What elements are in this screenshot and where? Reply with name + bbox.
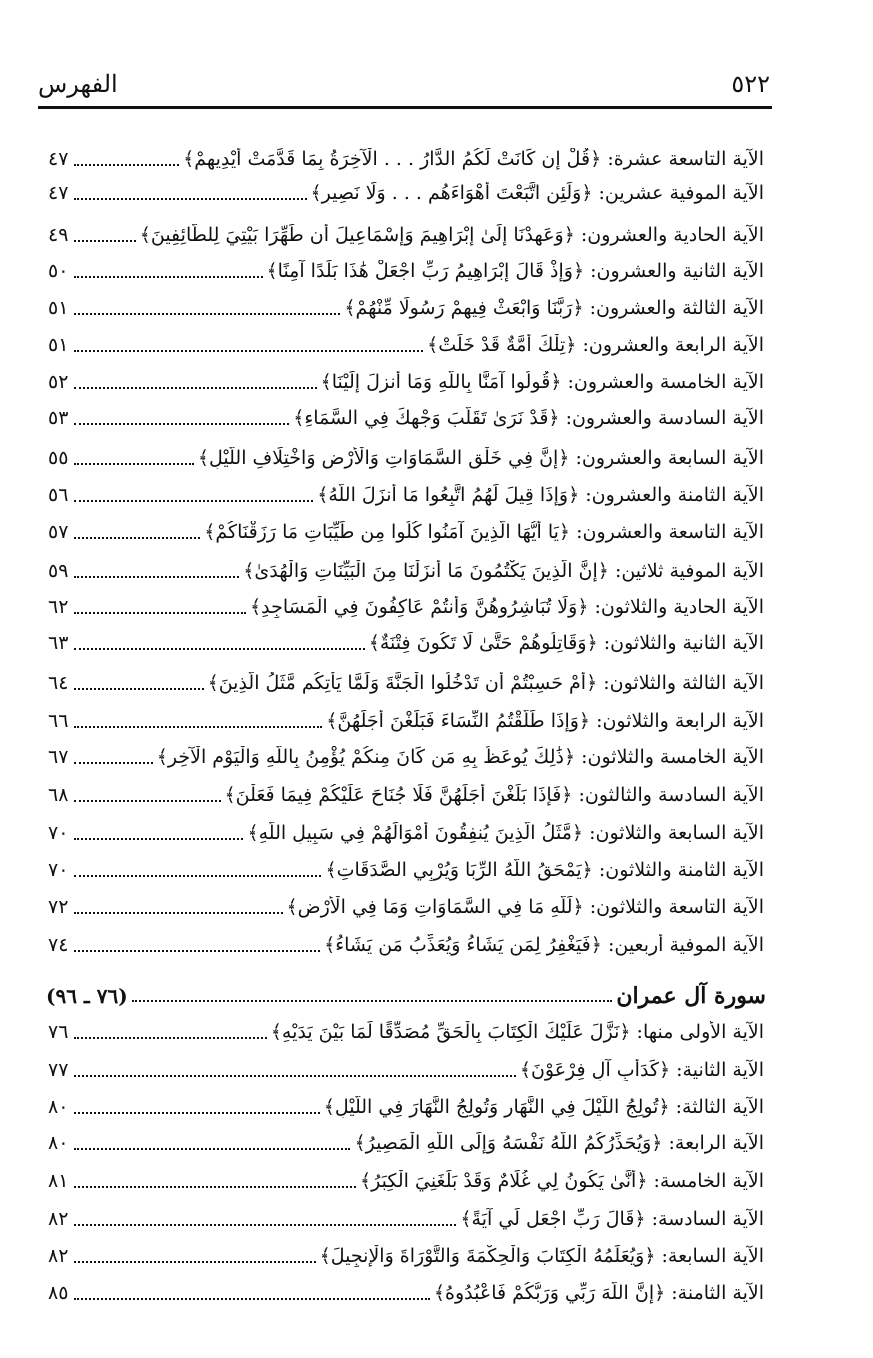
leader-dots bbox=[74, 873, 321, 877]
entry-label: الآية الحادية والعشرون: bbox=[580, 224, 764, 246]
toc-row bbox=[48, 1278, 764, 1308]
page-ref: ٧٤ bbox=[48, 934, 69, 956]
entry-text bbox=[183, 148, 764, 170]
leader-dots bbox=[74, 421, 289, 425]
leader-dots bbox=[74, 461, 193, 465]
surah-heading-row bbox=[46, 980, 766, 1012]
entry-label: الآية الثانية: bbox=[676, 1059, 764, 1081]
entry-label: الآية التاسعة عشرة: bbox=[607, 148, 764, 170]
entry-text bbox=[320, 1245, 764, 1267]
entry-text bbox=[157, 746, 764, 768]
leader-dots bbox=[74, 798, 220, 802]
entry-text bbox=[198, 447, 764, 469]
ayah-quote: ﴿نَزَّلَ عَلَيْكَ الْكِتَابَ بِالْحَقِّ مُصَدِّقًا لِّمَا بَيْنَ يَدَيْهِ﴾ bbox=[270, 1021, 631, 1043]
leader-dots bbox=[74, 311, 340, 315]
toc-row bbox=[48, 1128, 764, 1158]
leader-dots bbox=[74, 1222, 456, 1226]
entry-text bbox=[326, 710, 764, 732]
entry-text bbox=[434, 1282, 764, 1304]
leader-dots bbox=[74, 1035, 266, 1039]
leader-dots bbox=[74, 1110, 319, 1114]
ayah-quote: ﴿قَدْ نَرَىٰ تَقَلُّبَ وَجْهِكَ فِي السَّمَاءِ﴾ bbox=[293, 407, 560, 429]
entry-text bbox=[321, 371, 764, 393]
entry-label: الآية الرابعة والثلاثون: bbox=[596, 710, 764, 732]
leader-dots bbox=[74, 646, 364, 650]
entry-label: الآية الثانية والثلاثون: bbox=[603, 632, 764, 654]
entry-text bbox=[344, 297, 764, 319]
entry-label: الآية السابعة والثلاثون: bbox=[589, 822, 764, 844]
entry-label: الآية الموفية عشرين: bbox=[598, 182, 764, 204]
toc-row bbox=[48, 256, 764, 286]
toc-row bbox=[48, 818, 764, 848]
page-ref: ٧٢ bbox=[48, 896, 69, 918]
page-number: ٥٢٢ bbox=[731, 70, 770, 98]
leader-dots bbox=[74, 535, 200, 539]
entry-text bbox=[140, 224, 764, 246]
ayah-quote: ﴿مَّثَلُ الَّذِينَ يُنفِقُونَ أَمْوَالَهُمْ فِي سَبِيلِ اللَّهِ﴾ bbox=[247, 822, 584, 844]
ayah-quote: ﴿تُولِجُ اللَّيْلَ فِي النَّهَارِ وَتُولِجُ النَّهَارَ فِي اللَّيْلِ﴾ bbox=[323, 1096, 670, 1118]
leader-dots bbox=[74, 274, 262, 278]
page-ref: ٤٧ bbox=[48, 182, 69, 204]
toc-row bbox=[48, 1055, 764, 1085]
toc-row bbox=[48, 480, 764, 510]
toc-row bbox=[48, 706, 764, 736]
ayah-quote: ﴿فَيَغْفِرُ لِمَن يَشَاءُ وَيُعَذِّبُ مَن يَشَاءُ﴾ bbox=[324, 934, 602, 956]
ayah-quote: ﴿وَيُحَذِّرُكُمُ اللَّهُ نَفْسَهُ وَإِلَى اللَّهِ الْمَصِيرُ﴾ bbox=[354, 1132, 663, 1154]
entry-text bbox=[204, 521, 764, 543]
ayah-quote: ﴿كَدَأْبِ آلِ فِرْعَوْنَ﴾ bbox=[519, 1059, 671, 1081]
ayah-quote: ﴿وَإِذَا قِيلَ لَهُمُ اتَّبِعُوا مَا أَنزَلَ اللَّهُ﴾ bbox=[317, 484, 580, 506]
entry-label: الآية السابعة والعشرون: bbox=[575, 447, 764, 469]
entry-label: الآية الرابعة والعشرون: bbox=[582, 334, 764, 356]
toc-row bbox=[48, 592, 764, 622]
entry-label: الآية الخامسة والثلاثون: bbox=[581, 746, 764, 768]
toc-row bbox=[48, 892, 764, 922]
leader-dots bbox=[132, 1000, 613, 1002]
page-ref: ٥٧ bbox=[48, 521, 69, 543]
entry-text bbox=[460, 1208, 764, 1230]
entry-text bbox=[225, 784, 765, 806]
toc-row bbox=[48, 1166, 764, 1196]
entry-label: الآية الموفية أربعين: bbox=[607, 934, 764, 956]
toc-row bbox=[48, 367, 764, 397]
leader-dots bbox=[74, 948, 320, 952]
entry-text bbox=[208, 672, 764, 694]
entry-text bbox=[354, 1132, 764, 1154]
leader-dots bbox=[74, 574, 239, 578]
entry-text bbox=[325, 859, 764, 881]
ayah-quote: ﴿وَعَهِدْنَا إِلَىٰ إِبْرَاهِيمَ وَإِسْمَاعِيلَ أَن طَهِّرَا بَيْتِيَ لِلطَّائِفِينَ﴾ bbox=[139, 224, 575, 246]
page-ref: ٤٩ bbox=[48, 224, 69, 246]
ayah-quote: ﴿إِنَّ الَّذِينَ يَكْتُمُونَ مَا أَنزَلْنَا مِنَ الْبَيِّنَاتِ وَالْهُدَىٰ﴾ bbox=[243, 560, 609, 582]
leader-dots bbox=[74, 162, 179, 166]
leader-dots bbox=[74, 348, 423, 352]
toc-row bbox=[48, 855, 764, 885]
entry-label: الآية الخامسة: bbox=[653, 1170, 764, 1192]
toc-row bbox=[48, 1204, 764, 1234]
page-ref: ٥٠ bbox=[48, 260, 69, 282]
entry-text bbox=[360, 1170, 764, 1192]
ayah-quote: ﴿وَقَاتِلُوهُمْ حَتَّىٰ لَا تَكُونَ فِتْنَةٌ﴾ bbox=[368, 632, 598, 654]
page-ref: ٧٧ bbox=[48, 1059, 69, 1081]
ayah-quote: ﴿يَا أَيُّهَا الَّذِينَ آمَنُوا كُلُوا مِن طَيِّبَاتِ مَا رَزَقْنَاكُمْ﴾ bbox=[204, 521, 571, 543]
entry-label: الآية الثامنة: bbox=[671, 1282, 764, 1304]
toc-row bbox=[48, 144, 764, 174]
entry-label: الآية الثامنة والعشرون: bbox=[585, 484, 764, 506]
entry-text bbox=[247, 822, 764, 844]
entry-label: الآية الأولى منها: bbox=[636, 1021, 764, 1043]
toc-row bbox=[48, 628, 764, 658]
entry-label: الآية السادسة والعشرون: bbox=[565, 407, 764, 429]
entry-label: الآية التاسعة والعشرون: bbox=[576, 521, 764, 543]
page-ref: ٥١ bbox=[48, 334, 69, 356]
leader-dots bbox=[74, 724, 322, 728]
entry-label: الآية السادسة والثالثون: bbox=[578, 784, 764, 806]
page-ref: ٨١ bbox=[48, 1170, 69, 1192]
leader-dots bbox=[74, 836, 243, 840]
entry-label: الآية الرابعة: bbox=[668, 1132, 764, 1154]
toc-row bbox=[48, 178, 764, 208]
entry-label: الآية السابعة: bbox=[661, 1245, 764, 1267]
entry-text bbox=[369, 632, 764, 654]
entry-label: الآية الثانية والعشرون: bbox=[590, 260, 764, 282]
toc-row bbox=[48, 330, 764, 360]
ayah-quote: ﴿إِنَّ فِي خَلْقِ السَّمَاوَاتِ وَالْأَرْضِ وَاخْتِلَافِ اللَّيْلِ﴾ bbox=[197, 447, 570, 469]
toc-row bbox=[48, 742, 764, 772]
ayah-quote: ﴿وَلَئِنِ اتَّبَعْتَ أَهْوَاءَهُم . . . وَلَا نَصِيرٍ﴾ bbox=[310, 182, 593, 204]
entry-text bbox=[243, 560, 764, 582]
ayah-quote: ﴿وَيُعَلِّمُهُ الْكِتَابَ وَالْحِكْمَةَ وَالتَّوْرَاةَ وَالْإِنجِيلَ﴾ bbox=[319, 1245, 656, 1267]
leader-dots bbox=[74, 760, 152, 764]
page-ref: ٤٧ bbox=[48, 148, 69, 170]
ayah-quote: ﴿وَلَا تُبَاشِرُوهُنَّ وَأَنتُمْ عَاكِفُونَ فِي الْمَسَاجِدِ﴾ bbox=[250, 596, 589, 618]
toc-row bbox=[48, 930, 764, 960]
ayah-quote: ﴿قَالَ رَبِّ اجْعَل لِّي آيَةً﴾ bbox=[460, 1208, 646, 1230]
page-ref: ٨٢ bbox=[48, 1208, 69, 1230]
ayah-quote: ﴿أَنَّىٰ يَكُونُ لِي غُلَامٌ وَقَدْ بَلَغَنِيَ الْكِبَرُ﴾ bbox=[360, 1170, 648, 1192]
page-ref: ٥٢ bbox=[48, 371, 69, 393]
ayah-quote: ﴿قُولُوا آمَنَّا بِاللَّهِ وَمَا أُنزِلَ إِلَيْنَا﴾ bbox=[320, 371, 562, 393]
entry-text bbox=[287, 896, 764, 918]
leader-dots bbox=[74, 1184, 356, 1188]
leader-dots bbox=[74, 385, 316, 389]
toc-row bbox=[48, 1017, 764, 1047]
ayah-quote: ﴿أَمْ حَسِبْتُمْ أَن تَدْخُلُوا الْجَنَّةَ وَلَمَّا يَأْتِكُم مَّثَلُ الَّذِينَ﴾ bbox=[207, 672, 598, 694]
toc-row bbox=[48, 443, 764, 473]
page-ref: ٥٥ bbox=[48, 447, 69, 469]
entry-text bbox=[267, 260, 764, 282]
leader-dots bbox=[74, 686, 203, 690]
toc-row bbox=[48, 1092, 764, 1122]
toc-row bbox=[48, 1241, 764, 1271]
entry-label: الآية الثالثة والعشرون: bbox=[589, 297, 764, 319]
page-ref: ٨٢ bbox=[48, 1245, 69, 1267]
ayah-quote: ﴿رَبَّنَا وَابْعَثْ فِيهِمْ رَسُولًا مِّنْهُمْ﴾ bbox=[344, 297, 584, 319]
page-ref: ٥٩ bbox=[48, 560, 69, 582]
toc-row bbox=[48, 780, 764, 810]
entry-label: الآية الحادية والثلاثون: bbox=[594, 596, 764, 618]
leader-dots bbox=[74, 1073, 515, 1077]
toc-row bbox=[48, 403, 764, 433]
entry-text bbox=[324, 1096, 764, 1118]
page-ref: ٥١ bbox=[48, 297, 69, 319]
entry-label: الآية السادسة: bbox=[651, 1208, 764, 1230]
entry-text bbox=[271, 1021, 764, 1043]
page-ref: ٦٣ bbox=[48, 632, 69, 654]
leader-dots bbox=[74, 1146, 350, 1150]
page-ref: ٧٦ bbox=[48, 1021, 69, 1043]
page-ref: ٦٦ bbox=[48, 710, 69, 732]
entry-label: الآية التاسعة والثلاثون: bbox=[589, 896, 764, 918]
section-title: الفهرس bbox=[38, 70, 118, 98]
entry-text bbox=[324, 934, 764, 956]
ayah-quote: ﴿وَإِذْ قَالَ إِبْرَاهِيمُ رَبِّ اجْعَلْ هَٰذَا بَلَدًا آمِنًا﴾ bbox=[266, 260, 585, 282]
entry-text bbox=[311, 182, 764, 204]
leader-dots bbox=[74, 196, 306, 200]
page-ref: ٥٣ bbox=[48, 407, 69, 429]
ayah-quote: ﴿وَإِذَا طَلَّقْتُمُ النِّسَاءَ فَبَلَغْنَ أَجَلَهُنَّ﴾ bbox=[326, 710, 591, 732]
entry-text bbox=[250, 596, 764, 618]
leader-dots bbox=[74, 910, 282, 914]
entry-label: الآية الثامنة والثلاثون: bbox=[598, 859, 764, 881]
entry-text bbox=[317, 484, 764, 506]
leader-dots bbox=[74, 238, 135, 242]
toc-row bbox=[48, 293, 764, 323]
page-ref: ٧٠ bbox=[48, 822, 69, 844]
entry-text bbox=[520, 1059, 764, 1081]
toc-row bbox=[48, 668, 764, 698]
entry-text bbox=[427, 334, 764, 356]
page-ref: ٧٠ bbox=[48, 859, 69, 881]
ayah-quote: ﴿إِنَّ اللَّهَ رَبِّي وَرَبُّكُمْ فَاعْبُدُوهُ﴾ bbox=[433, 1282, 666, 1304]
entry-text bbox=[293, 407, 764, 429]
leader-dots bbox=[74, 1296, 429, 1300]
toc-row bbox=[48, 556, 764, 586]
leader-dots bbox=[74, 1259, 315, 1263]
leader-dots bbox=[74, 610, 246, 614]
entry-label: الآية الثالثة: bbox=[675, 1096, 764, 1118]
page-ref: ٦٤ bbox=[48, 672, 69, 694]
ayah-quote: ﴿تِلْكَ أُمَّةٌ قَدْ خَلَتْ﴾ bbox=[427, 334, 577, 356]
ayah-quote: ﴿ذَٰلِكَ يُوعَظُ بِهِ مَن كَانَ مِنكُمْ يُؤْمِنُ بِاللَّهِ وَالْيَوْمِ الْآخِرِ﴾ bbox=[156, 746, 576, 768]
page-ref: ٨٠ bbox=[48, 1132, 69, 1154]
ayah-quote: ﴿قُلْ إِن كَانَتْ لَكُمُ الدَّارُ . . . الْآخِرَةُ بِمَا قَدَّمَتْ أَيْدِيهِمْ﴾ bbox=[183, 148, 602, 170]
entry-label: الآية الخامسة والعشرون: bbox=[567, 371, 764, 393]
leader-dots bbox=[74, 498, 313, 502]
page-ref: ٥٦ bbox=[48, 484, 69, 506]
page-ref: ٨٥ bbox=[48, 1282, 69, 1304]
toc-row bbox=[48, 517, 764, 547]
page-ref: ٦٨ bbox=[48, 784, 69, 806]
ayah-quote: ﴿فَإِذَا بَلَغْنَ أَجَلَهُنَّ فَلَا جُنَاحَ عَلَيْكُمْ فِيمَا فَعَلْنَ﴾ bbox=[224, 784, 573, 806]
ayah-quote: ﴿يَمْحَقُ اللَّهُ الرِّبَا وَيُرْبِي الصَّدَقَاتِ﴾ bbox=[325, 859, 593, 881]
toc-row bbox=[48, 220, 764, 250]
surah-page-range: (٧٦ ـ ٩٦) bbox=[46, 984, 128, 1008]
surah-title: سورة آل عمران bbox=[616, 983, 766, 1009]
entry-label: الآية الموفية ثلاثين: bbox=[614, 560, 764, 582]
page-ref: ٨٠ bbox=[48, 1096, 69, 1118]
entry-label: الآية الثالثة والثلاثون: bbox=[603, 672, 764, 694]
page-ref: ٦٧ bbox=[48, 746, 69, 768]
page-ref: ٦٢ bbox=[48, 596, 69, 618]
ayah-quote: ﴿لِّلَّهِ مَا فِي السَّمَاوَاتِ وَمَا فِي الْأَرْضِ﴾ bbox=[286, 896, 584, 918]
